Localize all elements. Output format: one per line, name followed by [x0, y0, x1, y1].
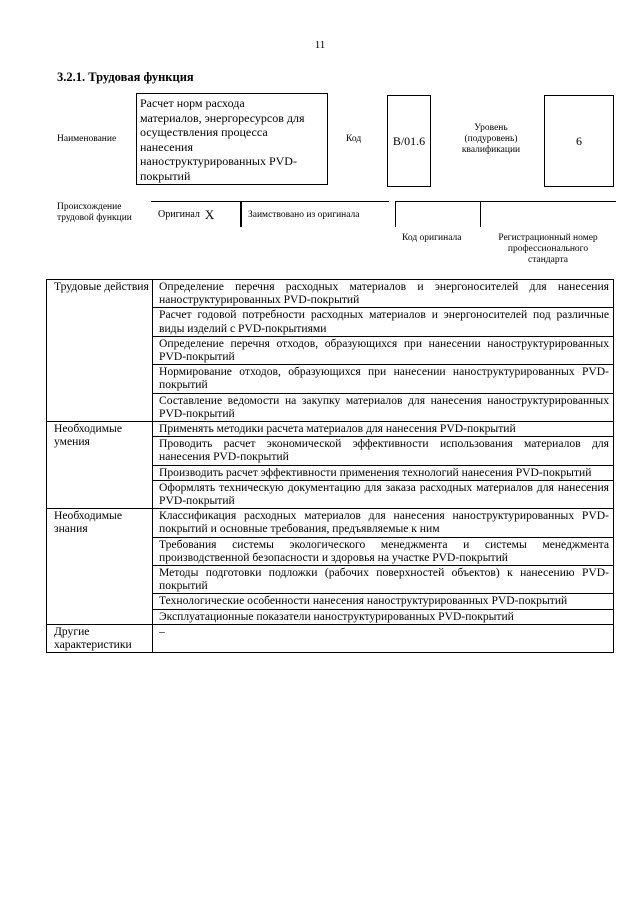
item-cell: Эксплуатационные показатели наноструктурированных PVD-покрытий — [153, 609, 614, 624]
item-cell: – — [153, 624, 614, 652]
table-row — [47, 624, 614, 652]
code-original-box — [395, 201, 481, 227]
function-name-line: нанесения — [140, 139, 193, 154]
code-value: B/01.6 — [392, 133, 426, 148]
reg-number-label-line: профессионального — [507, 243, 589, 254]
level-value: 6 — [576, 133, 582, 148]
function-name-line: осуществления процесса — [140, 125, 268, 139]
item-cell: Классификация расходных материалов для нанесения наноструктурированных PVD-покрытий и основные требования, предъявляемые к ним — [153, 509, 614, 537]
function-name-line: покрытий — [140, 168, 191, 183]
function-name-line: наноструктурированных PVD- — [140, 154, 297, 168]
function-name-line: материалов, энергоресурсов для — [140, 110, 305, 125]
origin-label-line: трудовой функции — [57, 212, 132, 223]
category-cell: Необходимые умения — [47, 422, 153, 509]
level-value-box — [544, 95, 614, 187]
table-row — [47, 422, 614, 437]
item-cell: Нормирование отходов, образующихся при нанесении наноструктурированных PVD-покрытий — [153, 365, 614, 393]
reg-number-label — [486, 233, 610, 266]
item-cell: Расчет годовой потребности расходных материалов и энергоносителей под различные виды изделий с PVD-покрытиями — [153, 308, 614, 336]
section-title: 3.2.1. Трудовая функция — [57, 70, 194, 84]
level-label — [446, 123, 536, 156]
code-label: Код — [346, 134, 362, 144]
category-cell: Трудовые действия — [47, 280, 153, 422]
item-cell: Методы подготовки подложки (рабочих поверхностей объектов) к нанесению PVD-покрытий — [153, 566, 614, 594]
reg-number-label-line: Регистрационный номер — [498, 233, 598, 243]
origin-label-line: Происхождение — [57, 202, 122, 212]
level-label-line: Уровень — [474, 123, 508, 133]
original-label: Оригинал — [158, 209, 200, 220]
item-cell: Проводить расчет экономической эффективности использования материалов для нанесения PVD-покрытий — [153, 437, 614, 465]
function-name-box — [136, 93, 328, 185]
borrowed-box — [241, 201, 389, 227]
origin-label — [57, 202, 132, 224]
table-row — [47, 280, 614, 308]
level-label-line: (подуровень) — [464, 133, 518, 144]
category-cell: Другие характеристики — [47, 624, 153, 652]
item-cell: Определение перечня отходов, образующихся при нанесении наноструктурированных PVD-покрытий — [153, 336, 614, 364]
function-name-line: Расчет норм расхода — [140, 96, 245, 110]
requirements-table — [46, 279, 614, 653]
original-box — [151, 201, 241, 227]
item-cell: Технологические особенности нанесения наноструктурированных PVD-покрытий — [153, 594, 614, 609]
table-row — [47, 509, 614, 537]
reg-number-box — [481, 201, 616, 227]
reg-number-label-line: стандарта — [528, 254, 568, 265]
code-value-box — [387, 95, 431, 187]
original-mark: X — [204, 206, 215, 222]
page-number: 11 — [314, 39, 326, 51]
item-cell: Составление ведомости на закупку материалов для нанесения наноструктурированных PVD-покрытий — [153, 393, 614, 421]
category-cell: Необходимые знания — [47, 509, 153, 625]
item-cell: Требования системы экологического менеджмента и системы менеджмента производственной безопасности и здоровья на участке PVD-покрытий — [153, 537, 614, 565]
code-original-label: Код оригинала — [402, 233, 462, 243]
borrowed-label: Заимствовано из оригинала — [248, 209, 360, 220]
item-cell: Применять методики расчета материалов для нанесения PVD-покрытий — [153, 422, 614, 437]
item-cell: Производить расчет эффективности применения технологий нанесения PVD-покрытий — [153, 465, 614, 480]
name-label: Наименование — [57, 134, 117, 144]
item-cell: Определение перечня расходных материалов и энергоносителей для нанесения наноструктурированных PVD-покрытий — [153, 280, 614, 308]
item-cell: Оформлять техническую документацию для заказа расходных материалов для нанесения PVD-покрытий — [153, 480, 614, 508]
level-label-line: квалификации — [461, 144, 521, 155]
